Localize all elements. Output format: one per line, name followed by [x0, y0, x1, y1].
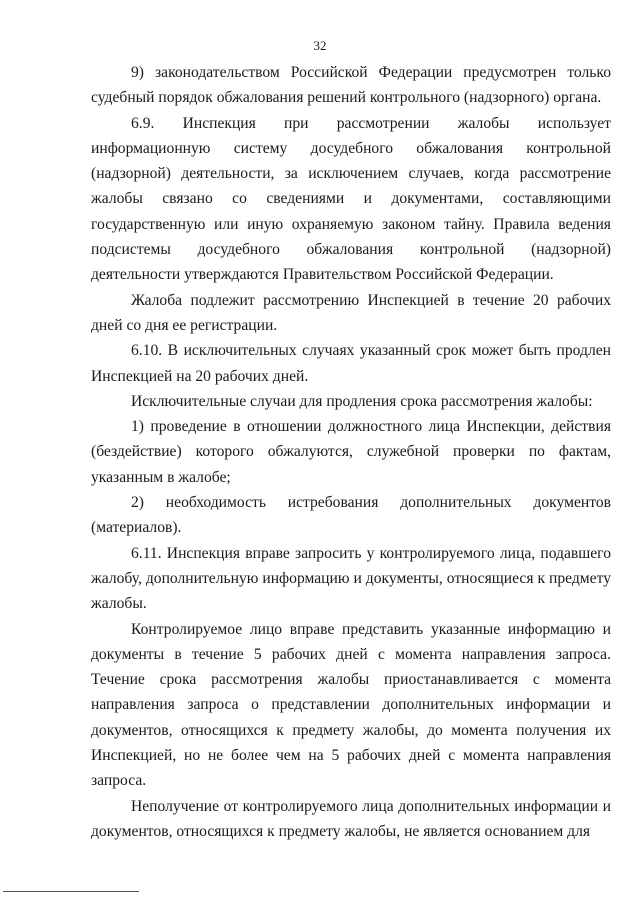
- paragraph-case-2: 2) необходимость истребования дополнительных документов (материалов).: [91, 494, 611, 537]
- paragraph-exceptional-cases: Исключительные случаи для продления срока рассмотрения жалобы:: [131, 392, 593, 410]
- paragraph-section-6-10: 6.10. В исключительных случаях указанный срок может быть продлен Инспекцией на 20 рабочих дней.: [91, 342, 611, 385]
- paragraph-item-9: 9) законодательством Российской Федерации предусмотрен только судебный порядок обжалования решений контрольного (надзорного) органа.: [91, 64, 611, 107]
- paragraph-section-6-9: 6.9. Инспекция при рассмотрении жалобы использует информационную систему досудебного обжалования контрольной (надзорной) деятельности, за исключением случаев, когда рассмотрение жалобы связано со сведениями и документами, составляющими государственную или иную охраняемую законом тайну. Правила ведения подсистемы досудебного обжалования контрольной (надзорной) деятельности утверждаются Правительством Российской Федерации.: [91, 114, 611, 284]
- paragraph-non-receipt: Неполучение от контролируемого лица дополнительных информации и документов, относящихся к предмету жалобы, не является основанием для: [91, 797, 611, 840]
- page-number: 32: [313, 38, 327, 53]
- paragraph-section-6-11: 6.11. Инспекция вправе запросить у контролируемого лица, подавшего жалобу, дополнительную информацию и документы, относящиеся к предмету жалобы.: [91, 544, 611, 613]
- footer-rule: [3, 891, 139, 892]
- paragraph-review-term: Жалоба подлежит рассмотрению Инспекцией в течение 20 рабочих дней со дня ее регистрации.: [91, 291, 611, 334]
- document-body: [91, 60, 611, 844]
- paragraph-case-1: 1) проведение в отношении должностного лица Инспекции, действия (бездействие) которого обжалуются, служебной проверки по фактам, указанным в жалобе;: [91, 418, 611, 486]
- paragraph-controlled-person: Контролируемое лицо вправе представить указанные информацию и документы в течение 5 рабочих дней с момента направления запроса. Течение срока рассмотрения жалобы приостанавливается с момента направления запроса о представлении дополнительных информации и документов, относящихся к предмету жалобы, до момента получения их Инспекцией, но не более чем на 5 рабочих дней с момента направления запроса.: [91, 620, 611, 790]
